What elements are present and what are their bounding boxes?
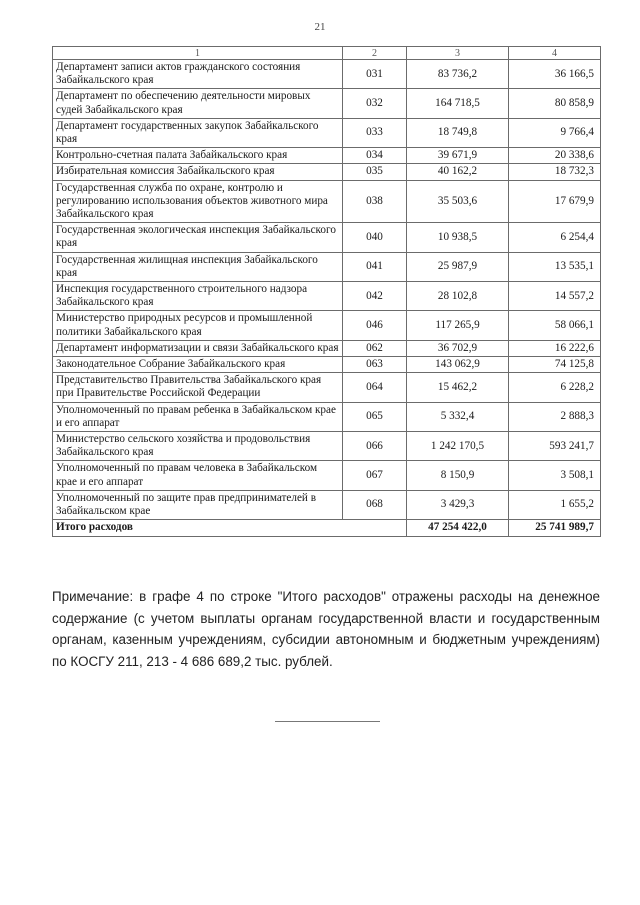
column-header: 2 — [343, 47, 407, 60]
value-col4: 13 535,1 — [509, 252, 601, 281]
department-name: Департамент информатизации и связи Забайкальского края — [53, 340, 343, 356]
value-col3: 15 462,2 — [407, 373, 509, 402]
department-name: Министерство сельского хозяйства и продовольствия Забайкальского края — [53, 432, 343, 461]
table-row — [53, 461, 601, 490]
value-col4: 593 241,7 — [509, 432, 601, 461]
department-code: 066 — [343, 432, 407, 461]
department-code: 046 — [343, 311, 407, 340]
department-code: 042 — [343, 282, 407, 311]
table-row — [53, 282, 601, 311]
department-name: Контрольно-счетная палата Забайкальского края — [53, 148, 343, 164]
table-row — [53, 60, 601, 89]
table-row — [53, 223, 601, 252]
table-row — [53, 311, 601, 340]
department-name: Представительство Правительства Забайкальского края при Правительстве Российской Федерации — [53, 373, 343, 402]
department-code: 067 — [343, 461, 407, 490]
value-col3: 143 062,9 — [407, 357, 509, 373]
department-name: Департамент государственных закупок Забайкальского края — [53, 118, 343, 147]
value-col3: 25 987,9 — [407, 252, 509, 281]
department-name: Избирательная комиссия Забайкальского края — [53, 164, 343, 180]
table-row — [53, 357, 601, 373]
table-row — [53, 118, 601, 147]
department-code: 068 — [343, 490, 407, 519]
value-col4: 20 338,6 — [509, 148, 601, 164]
value-col3: 39 671,9 — [407, 148, 509, 164]
department-code: 065 — [343, 402, 407, 431]
department-name: Уполномоченный по защите прав предпринимателей в Забайкальском крае — [53, 490, 343, 519]
table-row — [53, 373, 601, 402]
value-col3: 28 102,8 — [407, 282, 509, 311]
department-code: 063 — [343, 357, 407, 373]
department-name: Государственная служба по охране, контролю и регулированию использования объектов животного мира Забайкальского края — [53, 180, 343, 223]
department-code: 041 — [343, 252, 407, 281]
footnote: Примечание: в графе 4 по строке "Итого расходов" отражены расходы на денежное содержание (с учетом выплаты органам государственной власти и государственным органам, казенным учреждениям, субсидии автономным и бюджетным учреждениям) по КОСГУ 211, 213 - 4 686 689,2 тыс. рублей. — [52, 589, 600, 669]
total-label: Итого расходов — [53, 520, 407, 536]
value-col4: 6 254,4 — [509, 223, 601, 252]
department-code: 034 — [343, 148, 407, 164]
department-name: Департамент записи актов гражданского состояния Забайкальского края — [53, 60, 343, 89]
table-row — [53, 340, 601, 356]
department-name: Государственная жилищная инспекция Забайкальского края — [53, 252, 343, 281]
value-col3: 117 265,9 — [407, 311, 509, 340]
column-number-row — [53, 47, 601, 60]
department-name: Инспекция государственного строительного надзора Забайкальского края — [53, 282, 343, 311]
value-col4: 3 508,1 — [509, 461, 601, 490]
value-col3: 83 736,2 — [407, 60, 509, 89]
value-col3: 3 429,3 — [407, 490, 509, 519]
value-col4: 17 679,9 — [509, 180, 601, 223]
department-code: 062 — [343, 340, 407, 356]
value-col4: 16 222,6 — [509, 340, 601, 356]
table-row — [53, 180, 601, 223]
page-number: 21 — [314, 21, 326, 33]
value-col3: 36 702,9 — [407, 340, 509, 356]
department-code: 032 — [343, 89, 407, 118]
table-row — [53, 252, 601, 281]
separator-line — [275, 721, 380, 722]
table-row — [53, 402, 601, 431]
department-name: Государственная экологическая инспекция Забайкальского края — [53, 223, 343, 252]
value-col3: 10 938,5 — [407, 223, 509, 252]
department-code: 040 — [343, 223, 407, 252]
value-col4: 9 766,4 — [509, 118, 601, 147]
table-row — [53, 148, 601, 164]
expenditure-table — [52, 46, 601, 537]
department-code: 031 — [343, 60, 407, 89]
value-col4: 2 888,3 — [509, 402, 601, 431]
value-col3: 18 749,8 — [407, 118, 509, 147]
value-col4: 14 557,2 — [509, 282, 601, 311]
value-col4: 18 732,3 — [509, 164, 601, 180]
column-header: 1 — [53, 47, 343, 60]
table-body — [53, 60, 601, 520]
department-code: 038 — [343, 180, 407, 223]
total-row — [53, 520, 601, 536]
column-header: 3 — [407, 47, 509, 60]
department-name: Министерство природных ресурсов и промышленной политики Забайкальского края — [53, 311, 343, 340]
value-col4: 58 066,1 — [509, 311, 601, 340]
value-col3: 5 332,4 — [407, 402, 509, 431]
value-col3: 35 503,6 — [407, 180, 509, 223]
value-col3: 40 162,2 — [407, 164, 509, 180]
department-name: Департамент по обеспечению деятельности мировых судей Забайкальского края — [53, 89, 343, 118]
table-row — [53, 490, 601, 519]
department-name: Уполномоченный по правам ребенка в Забайкальском крае и его аппарат — [53, 402, 343, 431]
table-row — [53, 432, 601, 461]
value-col4: 74 125,8 — [509, 357, 601, 373]
value-col3: 164 718,5 — [407, 89, 509, 118]
department-name: Уполномоченный по правам человека в Забайкальском крае и его аппарат — [53, 461, 343, 490]
value-col3: 1 242 170,5 — [407, 432, 509, 461]
department-code: 033 — [343, 118, 407, 147]
department-code: 035 — [343, 164, 407, 180]
value-col4: 6 228,2 — [509, 373, 601, 402]
value-col3: 8 150,9 — [407, 461, 509, 490]
value-col4: 36 166,5 — [509, 60, 601, 89]
department-code: 064 — [343, 373, 407, 402]
value-col4: 80 858,9 — [509, 89, 601, 118]
total-value-col3: 47 254 422,0 — [407, 520, 509, 536]
table-row — [53, 164, 601, 180]
total-value-col4: 25 741 989,7 — [509, 520, 601, 536]
column-header: 4 — [509, 47, 601, 60]
department-name: Законодательное Собрание Забайкальского края — [53, 357, 343, 373]
value-col4: 1 655,2 — [509, 490, 601, 519]
table-row — [53, 89, 601, 118]
